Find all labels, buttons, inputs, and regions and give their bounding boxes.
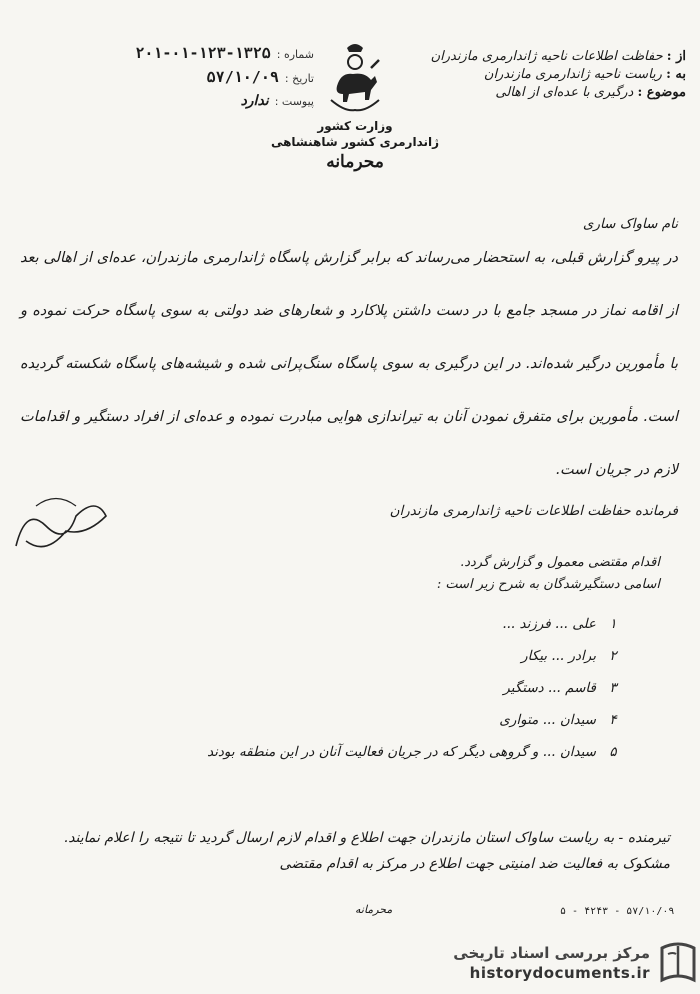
date-label: تاریخ : [284, 72, 314, 85]
list-item-number: ۳ [609, 680, 617, 696]
list-item-text: سیدان ... متواری [499, 712, 596, 728]
organization-line-2: وزارت کشور [317, 119, 393, 133]
list-item [80, 672, 620, 704]
reference-number: ۵۷/۱۰/۰۹ - ۴۲۴۳ - ۵ [560, 906, 675, 917]
list-item [80, 608, 620, 640]
letter-body [20, 210, 678, 519]
from-label: از : [666, 49, 686, 64]
classification-label: محرمانه [326, 152, 384, 172]
organization-block [250, 118, 460, 172]
watermark-text [453, 943, 650, 983]
subject-line [356, 84, 686, 102]
detainee-list [80, 608, 660, 768]
list-item-number: ۲ [609, 648, 617, 664]
list-item-number: ۴ [609, 712, 617, 728]
watermark-logo-icon [658, 940, 698, 986]
salutation: نام ساواک ساری [582, 216, 678, 232]
attachment-label: پیوست : [274, 95, 314, 108]
from-value: حفاظت اطلاعات ناحیه ژاندارمری مازندران [430, 49, 663, 64]
closing-line-1: تیرمنده - به ریاست ساواک استان مازندران جهت اطلاع و اقدام لازم ارسال گردید تا نتیجه را اعلام نمایند. [63, 830, 670, 846]
list-item [80, 736, 620, 768]
document-header [356, 48, 686, 102]
to-value: ریاست ناحیه ژاندارمری مازندران [483, 67, 662, 82]
list-item-text: سیدان ... و گروهی دیگر که در جریان فعالیت آنان در این منطقه بودند [207, 744, 596, 760]
subject-value: درگیری با عده‌ای از اهالی [495, 85, 634, 100]
date-value: ۵۷/۱۰/۰۹ [206, 68, 279, 86]
attachment-row [14, 90, 314, 113]
to-label: به : [666, 67, 686, 82]
signature-line: فرمانده حفاظت اطلاعات ناحیه ژاندارمری مازندران [389, 503, 678, 519]
closing-note [30, 825, 670, 877]
number-value: ۲۰۱-۰۱-۱۲۳-۱۳۲۵ [135, 44, 271, 62]
list-item-text: علی ... فرزند ... [502, 616, 596, 632]
subject-label: موضوع : [637, 85, 686, 100]
list-item-number: ۵ [609, 744, 617, 760]
watermark-url: historydocuments.ir [469, 964, 650, 982]
closing-line-2: مشکوک به فعالیت ضد امنیتی جهت اطلاع در مرکز به اقدام مقتضی [279, 856, 670, 872]
body-paragraph: در پیرو گزارش قبلی، به استحضار می‌رساند که برابر گزارش پاسگاه ژاندارمری مازندران، عده‌ای از اهالی بعد از اقامه نماز در مسجد جامع با در دست داشتن پلاکارد و شعارهای ضد دولتی به سوی پاسگاه حرکت نموده و با مأمورین درگیر شده‌اند. در این درگیری به سوی پاسگاه سنگ‌پرانی شده و شیشه‌های پاسگاه شکسته گردیده است. مأمورین برای متفرق نمودن آنان به تیراندازی هوایی مبادرت نموده و عده‌ای از افراد دستگیر و اقدامات لازم در جریان است. [20, 250, 678, 478]
attachment-value: ندارد [240, 93, 269, 109]
from-line [356, 48, 686, 66]
list-item-number: ۱ [609, 616, 617, 632]
number-row [14, 42, 314, 66]
list-item [80, 704, 620, 736]
list-item-text: برادر ... بیکار [521, 648, 596, 664]
number-label: شماره : [276, 48, 314, 61]
action-line: اقدام مقتضی معمول و گزارش گردد. [460, 555, 660, 570]
to-line [356, 66, 686, 84]
list-item [80, 640, 620, 672]
watermark [408, 936, 698, 990]
watermark-title: مرکز بررسی اسناد تاریخی [453, 944, 650, 962]
list-item-text: قاسم ... دستگیر [503, 680, 596, 696]
date-row [14, 66, 314, 90]
document-meta [14, 42, 314, 113]
organization-line-1: ژاندارمری کشور شاهنشاهی [270, 135, 440, 149]
bottom-signature: محرمانه [355, 903, 393, 916]
second-section [80, 552, 660, 768]
list-intro: اسامی دستگیرشدگان به شرح زیر است : [436, 577, 660, 592]
